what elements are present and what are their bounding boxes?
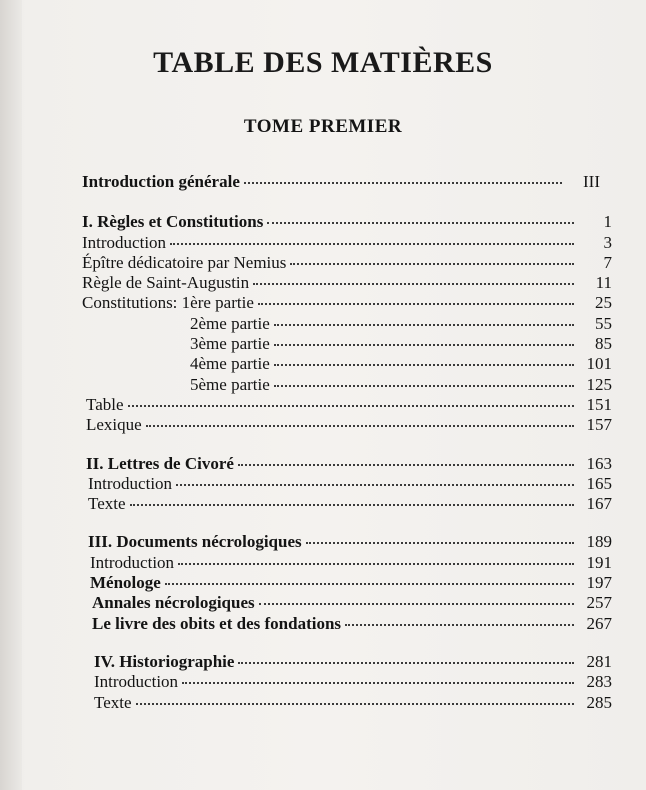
toc-entry <box>82 614 612 634</box>
toc-entry <box>82 395 612 415</box>
toc-entry <box>82 314 612 334</box>
leader-dots <box>274 324 574 326</box>
toc-entry <box>82 233 612 253</box>
toc-label: Lexique <box>86 415 142 435</box>
toc-label: Constitutions: 1ère partie <box>82 293 254 313</box>
toc-page: 55 <box>595 313 612 333</box>
leader-dots <box>165 583 574 585</box>
toc-page: 11 <box>595 273 612 293</box>
toc-page: 1 <box>603 212 612 232</box>
toc-page: 151 <box>586 394 612 414</box>
toc-label: Introduction <box>88 473 173 493</box>
toc-label: III. Documents nécrologiques <box>88 532 302 552</box>
leader-dots <box>130 504 574 506</box>
toc-label: Le livre des obits et des fondations <box>92 613 342 633</box>
toc-entry <box>82 573 612 593</box>
leader-dots <box>345 624 574 626</box>
toc-label: Ménologe <box>90 573 161 593</box>
toc-page: 85 <box>595 334 612 354</box>
toc-page: 257 <box>586 593 612 613</box>
toc-page: 3 <box>603 232 612 252</box>
leader-dots <box>178 563 574 565</box>
toc-entry <box>82 593 612 613</box>
volume-subtitle: TOME PREMIER <box>243 116 403 137</box>
page-title: TABLE DES MATIÈRES <box>153 46 493 79</box>
toc-entry <box>82 253 612 273</box>
leader-dots <box>274 364 574 366</box>
leader-dots <box>176 484 574 486</box>
toc-label: 4ème partie <box>190 354 270 374</box>
toc-label: Introduction <box>82 232 167 252</box>
toc-page: 283 <box>586 672 612 692</box>
toc-label: Annales nécrologiques <box>92 593 255 613</box>
toc-label: Épître dédicatoire par Nemius <box>82 252 287 272</box>
toc-page: 285 <box>586 692 612 712</box>
toc-section-heading <box>82 652 612 672</box>
toc-label: IV. Historiographie <box>94 651 235 671</box>
leader-dots <box>274 385 574 387</box>
toc-page: 7 <box>603 252 612 272</box>
leader-dots <box>253 283 574 285</box>
toc-entry <box>82 354 612 374</box>
toc-entry <box>82 334 612 354</box>
toc-page: 163 <box>586 453 612 473</box>
leader-dots <box>267 222 574 224</box>
toc-entry <box>82 672 612 692</box>
toc-section-heading <box>82 454 612 474</box>
toc-page: 157 <box>586 415 612 435</box>
toc-label: Table <box>86 394 124 414</box>
toc-entry <box>82 375 612 395</box>
leader-dots <box>170 243 574 245</box>
toc-section-heading <box>82 212 612 232</box>
toc-page: 281 <box>586 651 612 671</box>
leader-dots <box>238 662 574 664</box>
toc-label: Introduction <box>90 552 175 572</box>
toc-page: 189 <box>586 532 612 552</box>
toc-entry-intro <box>82 172 612 192</box>
toc-label: 3ème partie <box>190 334 270 354</box>
toc-entry <box>82 273 612 293</box>
toc-page: 191 <box>586 552 612 572</box>
table-of-contents <box>82 172 612 713</box>
toc-label: II. Lettres de Civoré <box>86 453 234 473</box>
toc-entry <box>82 415 612 435</box>
toc-entry <box>82 293 612 313</box>
toc-page: III <box>583 172 600 191</box>
toc-page: 25 <box>595 293 612 313</box>
toc-entry <box>82 494 612 514</box>
toc-label: Règle de Saint-Augustin <box>82 273 250 293</box>
toc-label: Texte <box>94 692 132 712</box>
toc-label: 2ème partie <box>190 313 270 333</box>
toc-page: 267 <box>586 613 612 633</box>
leader-dots <box>136 703 574 705</box>
toc-label: I. Règles et Constitutions <box>82 212 264 232</box>
toc-page: 101 <box>586 354 612 374</box>
toc-page: 167 <box>586 494 612 514</box>
toc-label: Introduction générale <box>82 172 240 191</box>
leader-dots <box>182 682 574 684</box>
leader-dots <box>128 405 574 407</box>
leader-dots <box>274 344 574 346</box>
leader-dots <box>290 263 574 265</box>
toc-label: Texte <box>88 494 126 514</box>
toc-page: 125 <box>586 374 612 394</box>
leader-dots <box>244 182 562 184</box>
leader-dots <box>306 542 574 544</box>
toc-label: Introduction <box>94 672 179 692</box>
leader-dots <box>238 464 574 466</box>
leader-dots <box>146 425 574 427</box>
toc-label: 5ème partie <box>190 374 270 394</box>
toc-entry <box>82 693 612 713</box>
leader-dots <box>258 303 574 305</box>
toc-entry <box>82 553 612 573</box>
toc-page: 197 <box>586 573 612 593</box>
leader-dots <box>259 603 574 605</box>
toc-entry <box>82 474 612 494</box>
toc-page: 165 <box>586 473 612 493</box>
toc-section-heading <box>82 532 612 552</box>
